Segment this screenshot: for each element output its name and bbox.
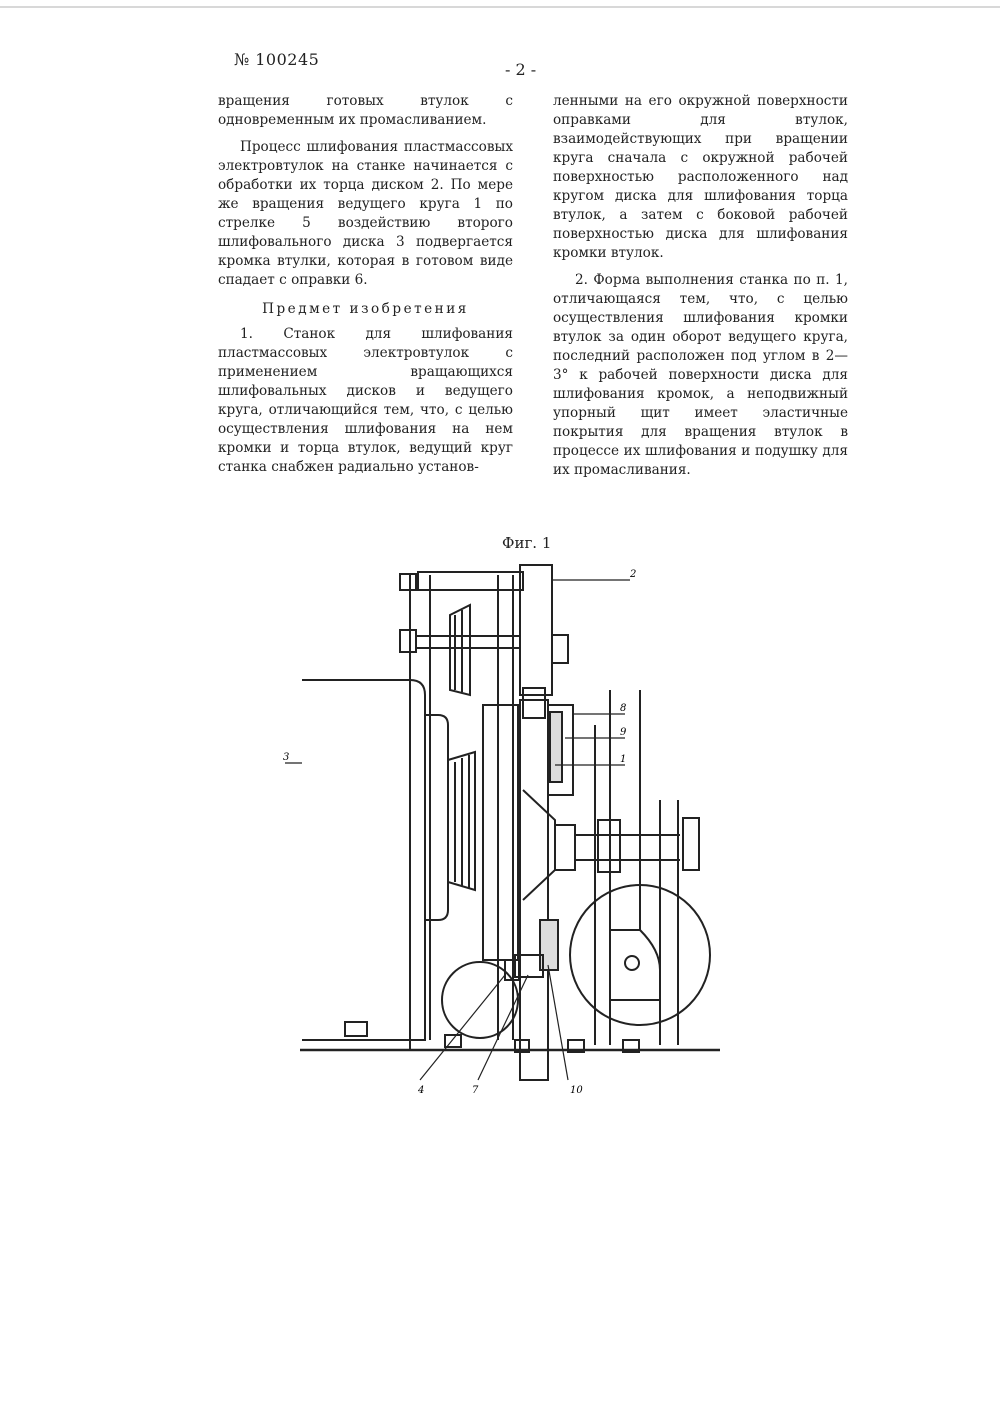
- label-3: 3: [283, 752, 290, 763]
- left-paragraph-3: 1. Станок для шлифования пластмассовых электровтулок с применением вращающихся шлифовальных дисков и ведущего круга, отличающийся тем, что, с целью осуществления шлифования на нем кромки и торца втулок, ведущий круг станка снабжен радиально установ-: [218, 326, 513, 475]
- page-number: - 2 -: [505, 60, 537, 79]
- pivot-pin: [625, 956, 639, 970]
- right-paragraph-1: ленными на его окружной поверхности оправками для втулок, взаимодействующих при вращении круга сначала с окружной рабочей поверхностью расположенного над кругом диска для шлифования торца втулок, а затем с боковой рабочей поверхностью диска для шлифования кромки втулок.: [553, 93, 848, 261]
- support-wheel-left: [442, 962, 518, 1038]
- upper-mandrel: [523, 688, 545, 718]
- base-bolt-1: [345, 1022, 367, 1036]
- label-4: 4: [418, 1085, 425, 1096]
- leader-10: [548, 965, 568, 1080]
- elastic-cover-9: [550, 712, 562, 782]
- disc-3-hub: [425, 715, 448, 920]
- left-paragraph-2: Процесс шлифования пластмассовых электровтулок на станке начинается с обработки их торца диском 2. По мере же вращения ведущего круга 1 по стрелке 5 воздействию второго шлифовального диска 3 подвергается кромка втулки, которая в готовом виде спадает с оправки 6.: [218, 139, 513, 288]
- label-10: 10: [570, 1085, 583, 1096]
- label-8: 8: [620, 703, 627, 714]
- bolt-head-mid-left: [400, 630, 416, 652]
- pivot-lever: [610, 930, 660, 1000]
- patent-number: № 100245: [234, 50, 320, 69]
- machine-drawing: [270, 555, 870, 1105]
- scan-top-line: [0, 6, 1000, 8]
- left-column: [218, 92, 513, 477]
- wheel-hub-cone: [523, 790, 555, 900]
- top-bolt-bar: [418, 572, 523, 590]
- label-2: 2: [630, 569, 637, 580]
- right-column: [553, 92, 848, 480]
- left-paragraph-1: вращения готовых втулок с одновременным их промасливанием.: [218, 93, 513, 128]
- grinding-disc-2: [520, 565, 552, 695]
- figure-caption: Фиг. 1: [502, 534, 552, 552]
- claims-heading: Предмет изобретения: [262, 301, 469, 317]
- label-1: 1: [620, 754, 627, 765]
- label-9: 9: [620, 727, 627, 738]
- label-7: 7: [472, 1085, 479, 1096]
- bolt-head-top-left: [400, 574, 416, 590]
- pulley-upper: [450, 605, 470, 695]
- bolt-head-right: [683, 818, 699, 870]
- main-shaft: [555, 825, 575, 870]
- grinding-disc-3: [302, 680, 425, 1040]
- right-paragraph-2: 2. Форма выполнения станка по п. 1, отличающаяся тем, что, с целью осуществления шлифования кромки втулок за один оборот ведущего круга, последний расположен под углом в 2—3° к рабочей поверхности диска для шлифования кромок, а неподвижный упорный щит имеет эластичные покрытия для вращения втулок в процессе их шлифования и подушку для их промасливания.: [553, 272, 848, 478]
- leader-4: [420, 975, 505, 1080]
- bolt-head-disc-2: [552, 635, 568, 663]
